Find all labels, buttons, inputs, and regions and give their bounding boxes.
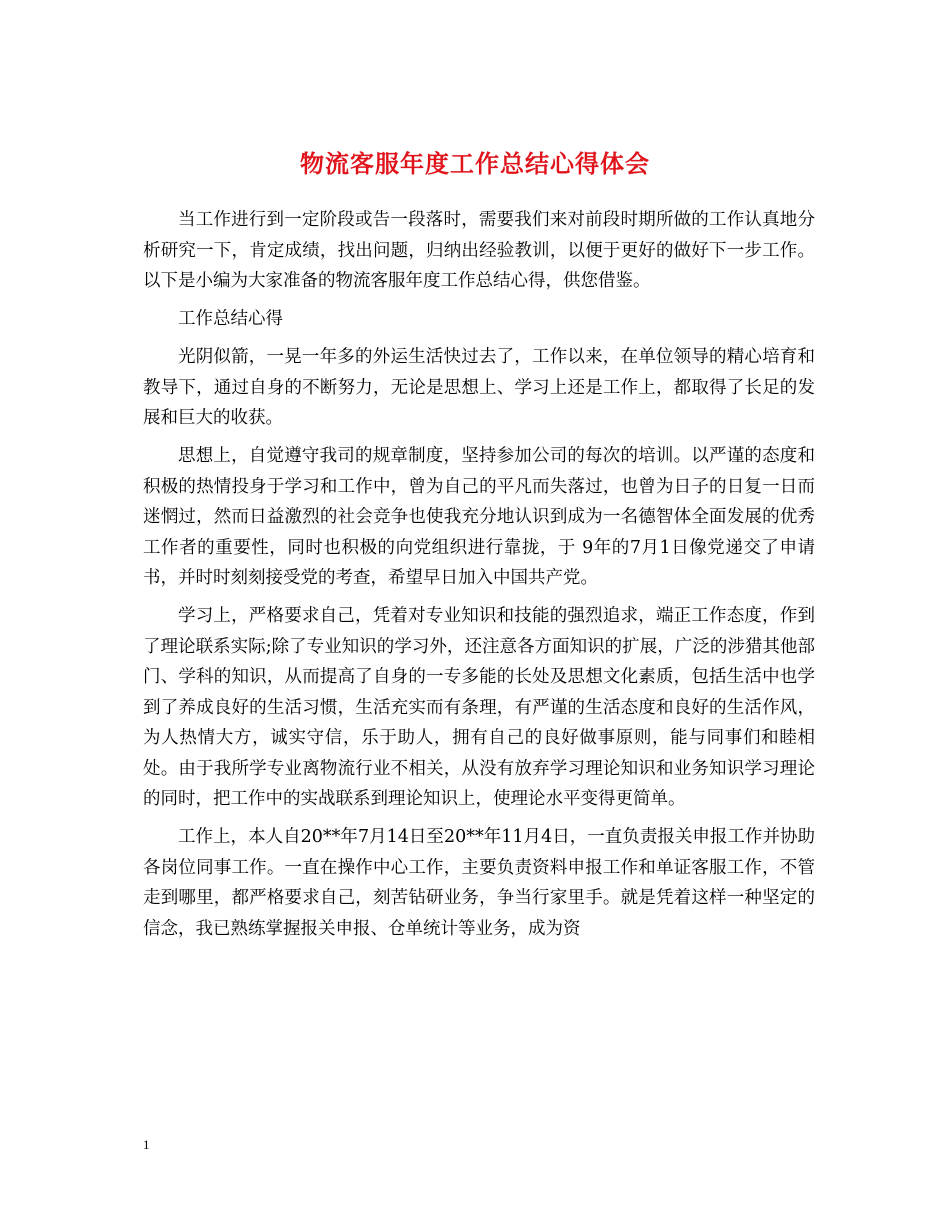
document-body [143,205,815,952]
paragraph-study: 学习上，严格要求自己，凭着对专业知识和技能的强烈追求，端正工作态度，作到了理论联系实际;除了专业知识的学习外，还注意各方面知识的扩展，广泛的涉猎其他部门、学科的知识，从而提高了自身的一专多能的长处及思想文化素质，包括生活中也学到了养成良好的生活习惯，生活充实而有条理，有严谨的生活态度和良好的生活作风，为人热情大方，诚实守信，乐于助人，拥有自己的良好做事原则，能与同事们和睦相处。由于我所学专业离物流行业不相关，从没有放弃学习理论知识和业务知识学习理论的同时，把工作中的实战联系到理论知识上，使理论水平变得更简单。 [143,606,815,809]
page-number: 1 [143,1137,150,1152]
paragraph-intro: 当工作进行到一定阶段或告一段落时，需要我们来对前段时期所做的工作认真地分析研究一下，肯定成绩，找出问题，归纳出经验教训，以便于更好的做好下一步工作。以下是小编为大家准备的物流客服年度工作总结心得，供您借鉴。 [143,210,815,291]
paragraph-work: 工作上，本人自20**年7月14日至20**年11月4日，一直负责报关申报工作并协助各岗位同事工作。一直在操作中心工作，主要负责资料申报工作和单证客服工作，不管走到哪里，都严格要求自己，刻苦钻研业务，争当行家里手。就是凭着这样一种坚定的信念，我已熟练掌握报关申报、仓单统计等业务，成为资 [143,827,815,939]
paragraph-ideology: 思想上，自觉遵守我司的规章制度，坚持参加公司的每次的培训。以严谨的态度和积极的热情投身于学习和工作中，曾为自己的平凡而失落过，也曾为日子的日复一日而迷惘过，然而日益激烈的社会竞争也使我充分地认识到成为一名德智体全面发展的优秀工作者的重要性，同时也积极的向党组织进行靠拢，于 9年的7月1日像党递交了申请书，并时时刻刻接受党的考查，希望早日加入中国共产党。 [143,446,815,588]
document-title: 物流客服年度工作总结心得体会 [300,149,650,179]
section-heading: 工作总结心得 [178,309,283,329]
paragraph-overview: 光阴似箭，一晃一年多的外运生活快过去了，工作以来，在单位领导的精心培育和教导下，通过自身的不断努力，无论是思想上、学习上还是工作上，都取得了长足的发展和巨大的收获。 [143,347,815,428]
